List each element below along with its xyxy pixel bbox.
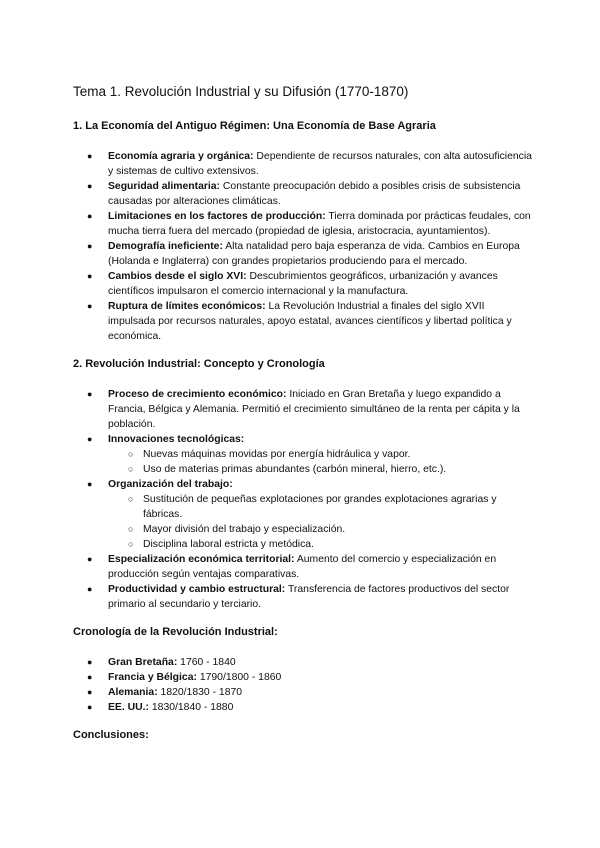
list-item: ● Organización del trabajo: ○ Sustitución de pequeñas explotaciones por grandes explotaciones agrarias y fábricas. ○ Mayor división del trabajo y especialización. ○ Disciplina laboral estricta y metódica. xyxy=(73,477,533,552)
bullet-icon: ● xyxy=(87,584,93,594)
hollow-bullet-icon: ○ xyxy=(128,494,134,504)
bullet-icon: ● xyxy=(87,479,93,489)
list-item: ● Alemania: 1820/1830 - 1870 xyxy=(87,687,243,698)
bullet-icon: ● xyxy=(87,151,93,161)
bullet-icon: ● xyxy=(87,301,93,311)
sub-list-item: ○ Uso de materias primas abundantes (carbón mineral, hierro, etc.). xyxy=(128,464,447,475)
conclusions-heading: Conclusiones: xyxy=(73,729,149,741)
sub-list-item: ○ Mayor división del trabajo y especialización. xyxy=(128,524,346,535)
bullet-icon: ● xyxy=(87,657,93,667)
list-item: ● EE. UU.: 1830/1840 - 1880 xyxy=(87,702,234,713)
bullet-icon: ● xyxy=(87,702,93,712)
bullet-icon: ● xyxy=(87,434,93,444)
bullet-icon: ● xyxy=(87,211,93,221)
hollow-bullet-icon: ○ xyxy=(128,449,134,459)
bullet-icon: ● xyxy=(87,389,93,399)
sub-list xyxy=(108,447,533,477)
list-item: ● Especialización económica territorial: Aumento del comercio y especialización en producción según ventajas comparativas. xyxy=(87,554,497,580)
section-2-heading: 2. Revolución Industrial: Concepto y Cronología xyxy=(73,358,325,370)
list-item: ● Innovaciones tecnológicas: ○ Nuevas máquinas movidas por energía hidráulica y vapor. ○ Uso de materias primas abundantes (carbón mineral, hierro, etc.). xyxy=(73,432,533,477)
hollow-bullet-icon: ○ xyxy=(128,524,134,534)
list-item: ● Ruptura de límites económicos: La Revolución Industrial a finales del siglo XVII impulsada por recursos naturales, apoyo estatal, avances científicos y libertad política y económica. xyxy=(87,301,512,342)
chronology-heading: Cronología de la Revolución Industrial: xyxy=(73,626,278,638)
document-page xyxy=(73,84,533,758)
list-item: ● Economía agraria y orgánica: Dependiente de recursos naturales, con alta autosuficiencia y sistemas de cultivo extensivos. xyxy=(87,151,532,177)
list-item: ● Limitaciones en los factores de producción: Tierra dominada por prácticas feudales, con mucha tierra fuera del mercado (propiedad de iglesia, aristocracia, ayuntamientos). xyxy=(87,211,531,237)
hollow-bullet-icon: ○ xyxy=(128,464,134,474)
bullet-icon: ● xyxy=(87,672,93,682)
section-2-list xyxy=(73,387,533,612)
sub-list-item: ○ Sustitución de pequeñas explotaciones por grandes explotaciones agrarias y fábricas. xyxy=(128,494,497,520)
list-item: ● Seguridad alimentaria: Constante preocupación debido a posibles crisis de subsistencia causadas por alteraciones climáticas. xyxy=(87,181,521,207)
sub-list-item: ○ Nuevas máquinas movidas por energía hidráulica y vapor. xyxy=(128,449,411,460)
bullet-icon: ● xyxy=(87,687,93,697)
bullet-icon: ● xyxy=(87,554,93,564)
bullet-icon: ● xyxy=(87,241,93,251)
sub-list xyxy=(108,492,533,552)
list-item: ● Francia y Bélgica: 1790/1800 - 1860 xyxy=(87,672,282,683)
bullet-icon: ● xyxy=(87,271,93,281)
bullet-icon: ● xyxy=(87,181,93,191)
list-item: ● Cambios desde el siglo XVI: Descubrimientos geográficos, urbanización y avances científicos impulsaron el comercio internacional y la manufactura. xyxy=(87,271,498,297)
list-item: ● Proceso de crecimiento económico: Iniciado en Gran Bretaña y luego expandido a Francia, Bélgica y Alemania. Permitió el crecimiento simultáneo de la renta per cápita y la población. xyxy=(87,389,520,430)
hollow-bullet-icon: ○ xyxy=(128,539,134,549)
list-item: ● Productividad y cambio estructural: Transferencia de factores productivos del sector primario al secundario y terciario. xyxy=(87,584,510,610)
list-item: ● Gran Bretaña: 1760 - 1840 xyxy=(87,657,236,668)
section-1-heading: 1. La Economía del Antiguo Régimen: Una Economía de Base Agraria xyxy=(73,120,436,132)
list-item: ● Demografía ineficiente: Alta natalidad pero baja esperanza de vida. Cambios en Europa (Holanda e Inglaterra) con grandes propietarios produciendo para el mercado. xyxy=(87,241,520,267)
document-title: Tema 1. Revolución Industrial y su Difusión (1770-1870) xyxy=(73,84,409,99)
section-1-list xyxy=(73,149,533,344)
chronology-list xyxy=(73,655,533,715)
sub-list-item: ○ Disciplina laboral estricta y metódica. xyxy=(128,539,314,550)
